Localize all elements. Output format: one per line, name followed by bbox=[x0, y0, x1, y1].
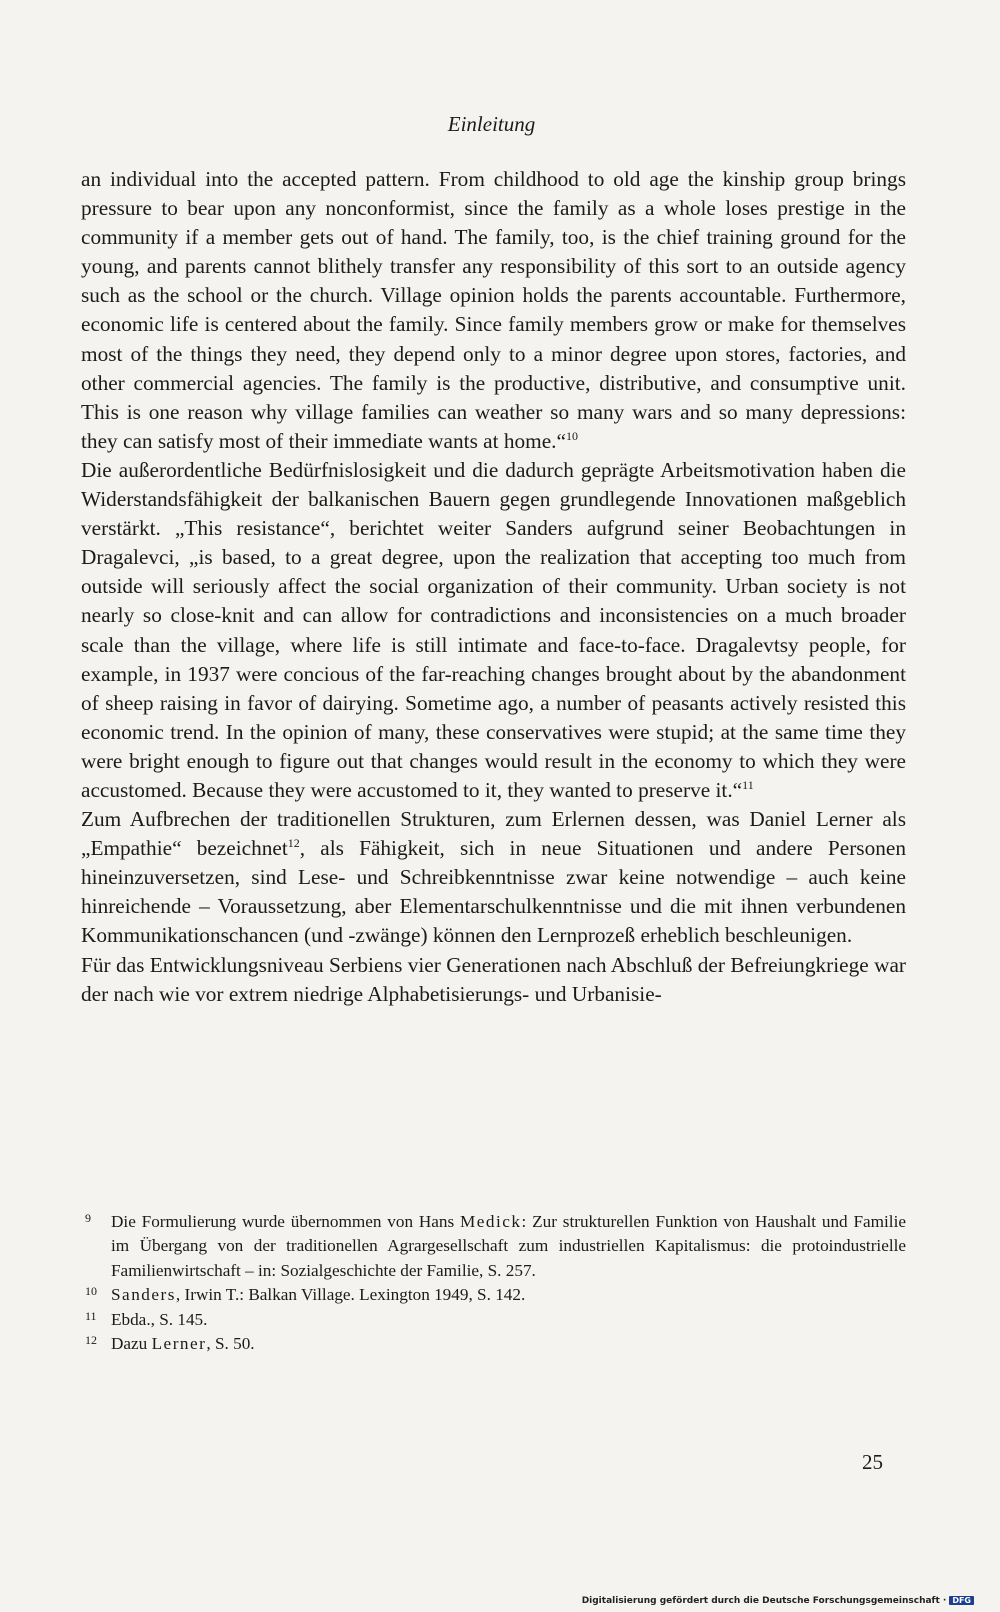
digitization-credit bbox=[582, 1596, 974, 1606]
footnote-author: Lerner bbox=[151, 1334, 207, 1354]
footnote-text: Dazu bbox=[111, 1334, 152, 1354]
footnote-number: 10 bbox=[85, 1284, 97, 1299]
footnote-number: 12 bbox=[85, 1333, 97, 1348]
footnote-author: Medick bbox=[460, 1212, 522, 1231]
footnote-number: 11 bbox=[85, 1308, 97, 1323]
paragraph-empathy bbox=[81, 805, 906, 950]
footnote bbox=[81, 1308, 906, 1332]
paragraph-text: , als Fähigkeit, sich in neue Situationen und andere Personen hineinzuversetzen, sind Lese- und Schreibkenntnisse zwar keine notwendige – auch keine hinreichende – Voraussetzung, aber Elementarschulkenntnisse und die mit ihnen verbundenen Kommunikationschancen (und -zwänge) können den Lernprozeß erheblich beschleunigen. bbox=[81, 836, 906, 948]
paragraph-serbia bbox=[81, 951, 906, 1009]
footnote bbox=[81, 1283, 906, 1307]
footnote-author: Sanders bbox=[111, 1285, 176, 1305]
paragraph-text: Für das Entwicklungsniveau Serbiens vier Generationen nach Abschluß der Befreiungkriege war der nach wie vor extrem niedrige Alphabetisierungs- und Urbanisie- bbox=[81, 952, 906, 1006]
footnote-text: Ebda., S. 145. bbox=[111, 1309, 208, 1329]
running-head: Einleitung bbox=[447, 112, 536, 136]
page-number: 25 bbox=[862, 1450, 883, 1474]
credit-text: Digitalisierung gefördert durch die Deutsche Forschungsgemeinschaft · bbox=[581, 1596, 947, 1606]
paragraph-text: an individual into the accepted pattern. From childhood to old age the kinship group brings pressure to bear upon any nonconformist, since the family as a whole loses prestige in the community if a member gets out of hand. The family, too, is the chief training ground for the young, and parents cannot blithely transfer any responsibility of this sort to an outside agency such as the school or the church. Village opinion holds the parents accountable. Furthermore, economic life is centered about the family. Since family members grow or make for themselves most of the things they need, they depend only to a minor degree upon stores, factories, and other commercial agencies. The family is the productive, distributive, and consumptive unit. This is one reason why village families can weather so many wars and so many depressions: they can satisfy most of their immediate wants at home.“ bbox=[81, 167, 906, 453]
paragraph-resistance bbox=[81, 456, 906, 805]
dfg-logo-icon: DFG bbox=[949, 1596, 974, 1605]
footnote-text: , Irwin T.: Balkan Village. Lexington 1949, S. 142. bbox=[175, 1285, 526, 1305]
footnote-text: : Zur strukturellen Funktion von Haushalt und Familie im Übergang von der traditionellen Agrargesellschaft zum industriellen Kapitalismus: die protoindustrielle Familienwirtschaft – in: Sozialgeschichte der Familie, S. 257. bbox=[111, 1212, 906, 1280]
footnote-text: Die Formulierung wurde übernommen von Hans bbox=[111, 1212, 461, 1231]
paragraph-text: Zum Aufbrechen der traditionellen Strukturen, zum Erlernen dessen, was Daniel Lerner als „Empathie“ bezeichnet bbox=[81, 807, 906, 861]
paragraph-text: Die außerordentliche Bedürfnislosigkeit und die dadurch geprägte Arbeitsmotivation haben die Widerstandsfähigkeit der balkanischen Bauern gegen grundlegende Innovationen maßgeblich verstärkt. „This resistance“, berichtet weiter Sanders aufgrund seiner Beobachtungen in Dragalevci, „is based, to a great degree, upon the realization that accepting too much from outside will seriously affect the social organization of their community. Urban society is not nearly so close-knit and can allow for contradictions and inconsistencies on a much broader scale than the village, where life is still intimate and face-to-face. Dragalevtsy people, for example, in 1937 were concious of the far-reaching changes brought about by the abandonment of sheep raising in favor of dairying. Sometime ago, a number of peasants actively resisted this economic trend. In the opinion of many, these conservatives were stupid; at the same time they were bright enough to figure out that changes would result in the economy to which they were accustomed. Because they were accustomed to it, they wanted to preserve it.“ bbox=[81, 457, 906, 802]
footnote-ref: 10 bbox=[565, 428, 578, 443]
footnotes bbox=[81, 1210, 906, 1356]
footnote-ref: 11 bbox=[742, 777, 754, 792]
footnote bbox=[81, 1210, 906, 1283]
footnote-text: , S. 50. bbox=[206, 1334, 255, 1354]
paragraph-quote-end bbox=[81, 165, 906, 456]
footnote bbox=[81, 1332, 906, 1356]
footnote-ref: 12 bbox=[287, 836, 300, 851]
body-text bbox=[81, 165, 906, 1009]
footnote-number: 9 bbox=[85, 1211, 91, 1225]
